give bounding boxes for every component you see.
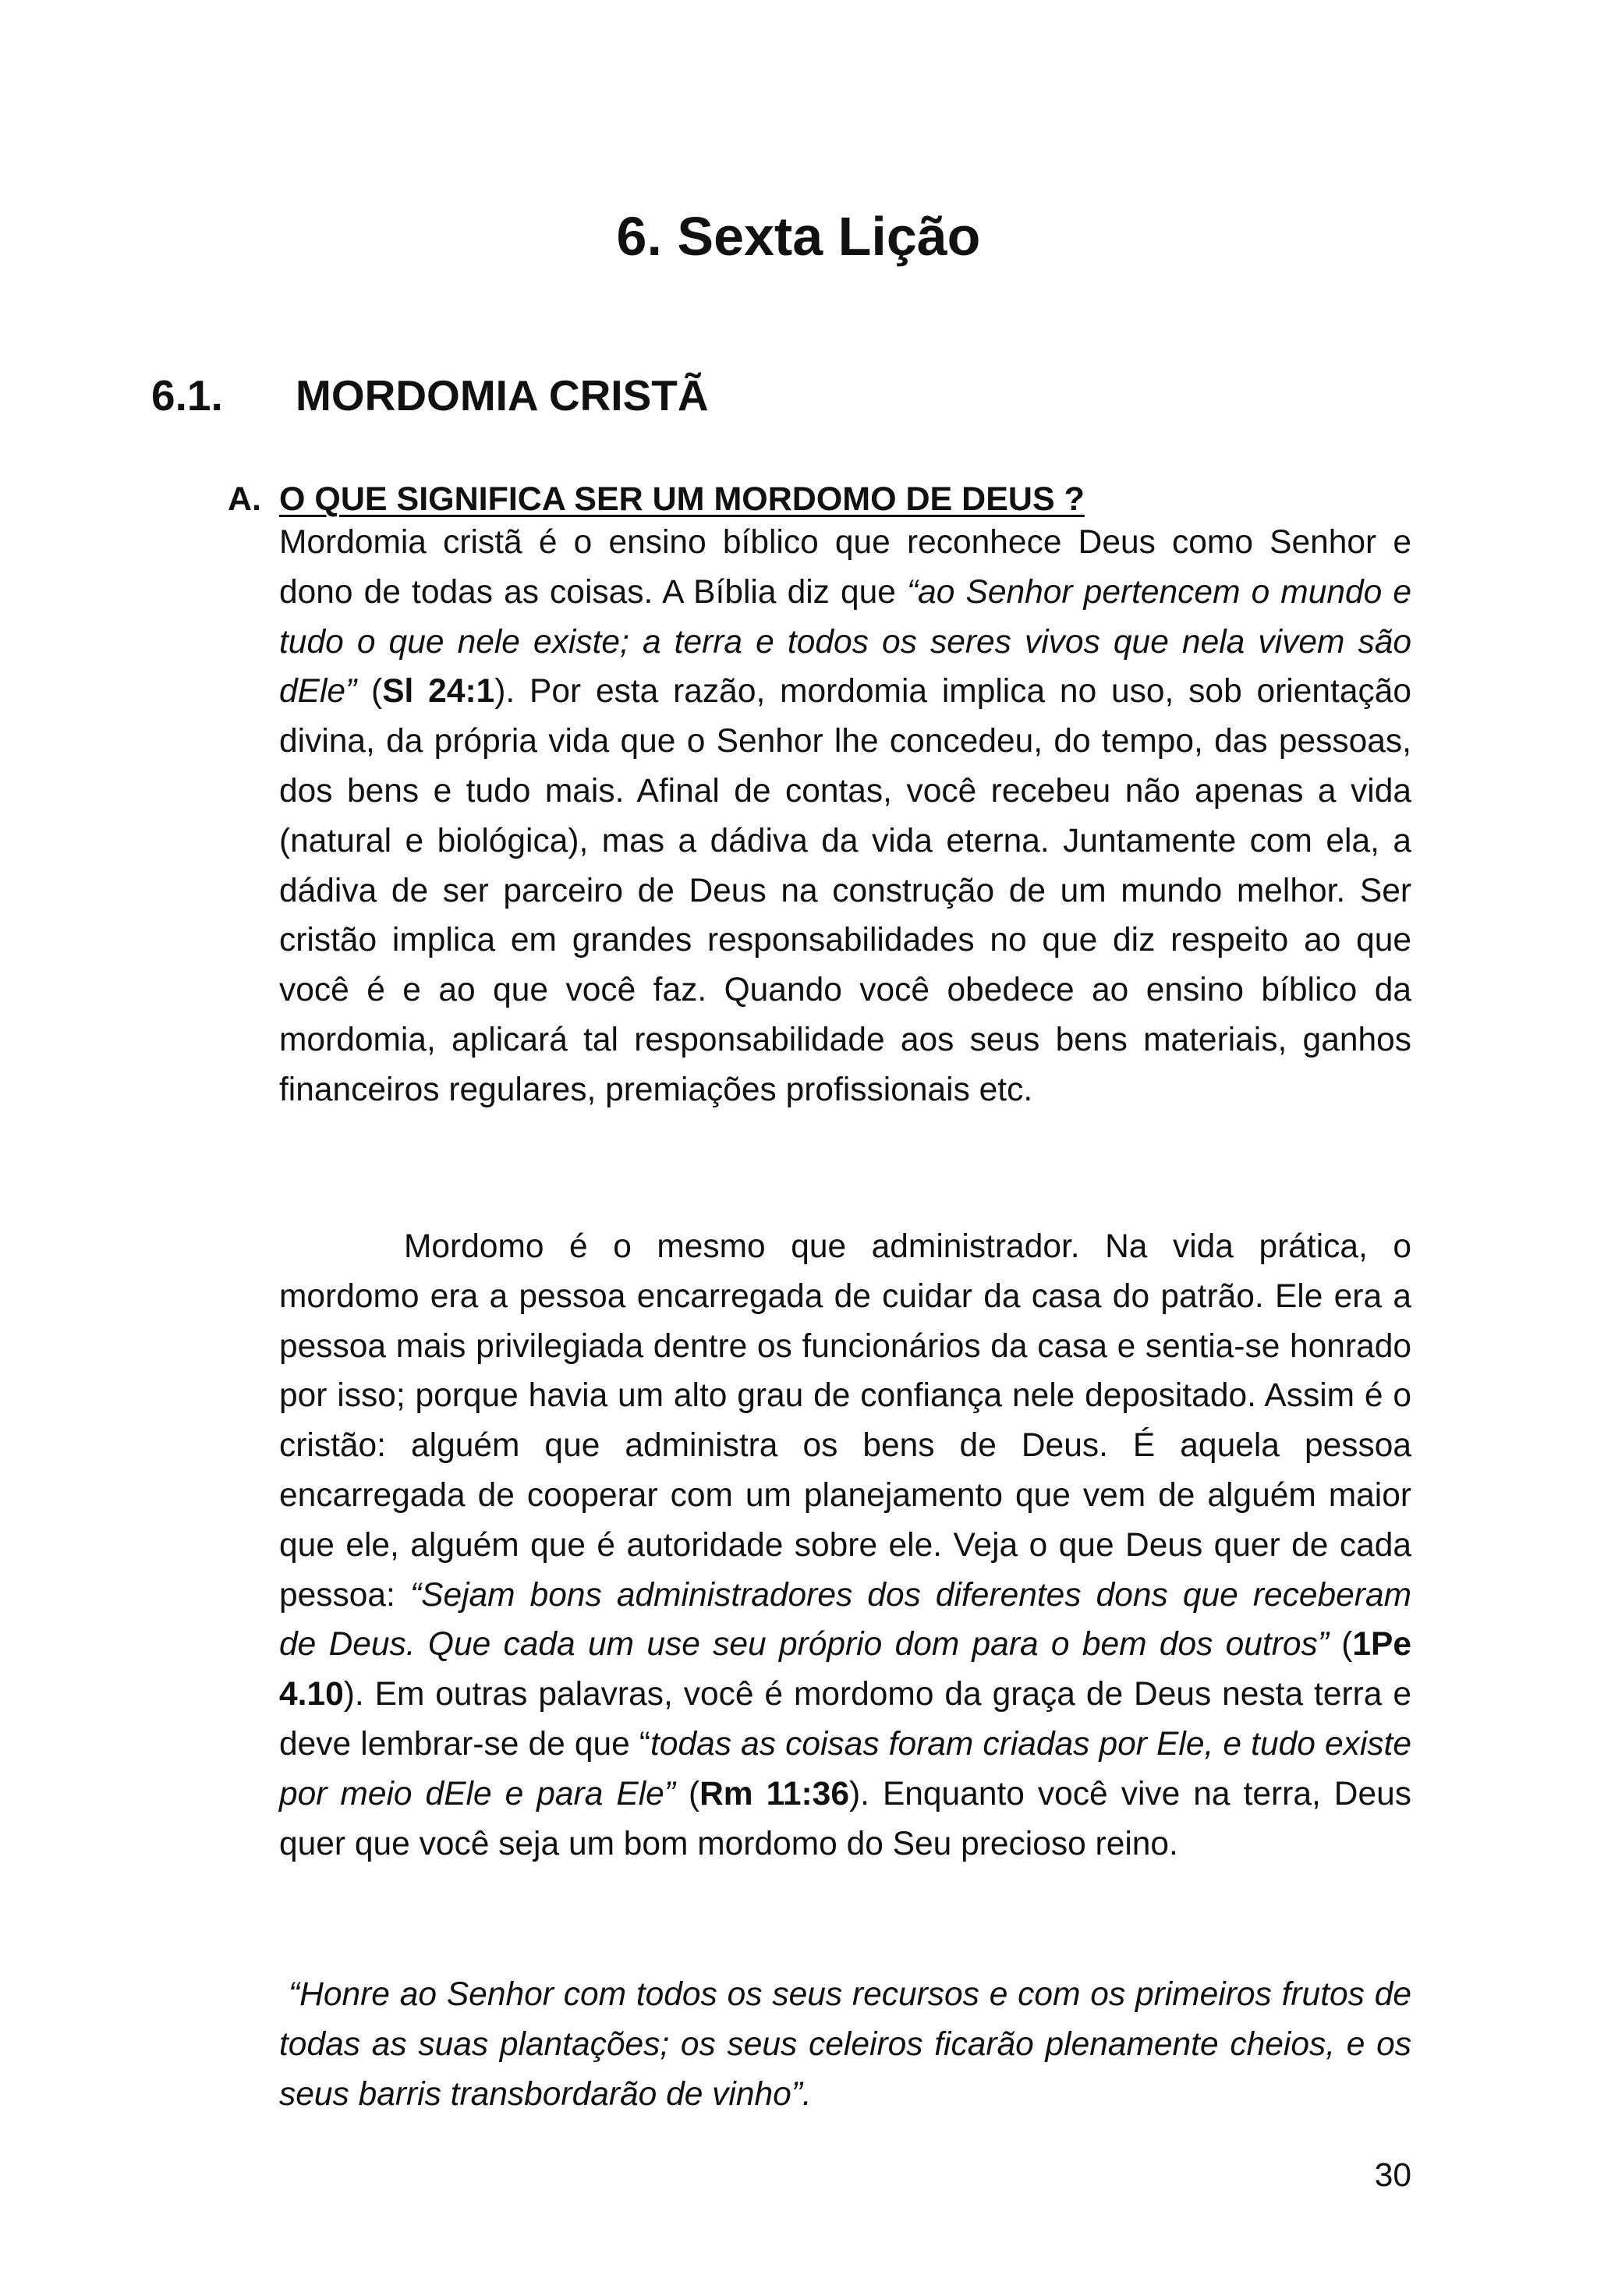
peter-reference: 1Pe 4.10 — [279, 1626, 1411, 1713]
paragraph1-text-b: ( — [356, 673, 383, 710]
section-heading — [151, 368, 709, 423]
paragraph2-text-b: ( — [1328, 1626, 1353, 1664]
romans-reference: Rm 11:36 — [699, 1775, 849, 1812]
paragraph2-text-c: ). Em outras palavras, você é mordomo da graça de Deus nesta terra e deve lembrar-se de que “ — [279, 1676, 1411, 1763]
subsection-heading — [228, 477, 1085, 521]
paragraph2-text-e: ). Enquanto você vive na terra, Deus quer que você seja um bom mordomo do Seu precioso reino. — [279, 1775, 1411, 1862]
page-number: 30 — [1374, 2157, 1411, 2194]
subsection-title: O QUE SIGNIFICA SER UM MORDOMO DE DEUS ? — [279, 480, 1085, 518]
psalm-reference: Sl 24:1 — [382, 673, 495, 710]
paragraph2-text-a: Mordomo é o mesmo que administrador. Na vida prática, o mordomo era a pessoa encarregada de cuidar da casa do patrão. Ele era a pessoa mais privilegiada dentre os funcionários da casa e sentia-se honrado por isso; porque havia um alto grau de confiança nele depositado. Assim é o cristão: alguém que administra os bens de Deus. É aquela pessoa encarregada de cooperar com um planejamento que vem de alguém maior que ele, alguém que é autoridade sobre ele. Veja o que Deus quer de cada pessoa: — [279, 1228, 1411, 1614]
paragraph1-text-c: ). Por esta razão, mordomia implica no uso, sob orientação divina, da própria vida que o Senhor lhe concedeu, do tempo, das pessoas, dos bens e tudo mais. Afinal de contas, você recebeu não apenas a vida (natural e biológica), mas a dádiva da vida eterna. Juntamente com ela, a dádiva de ser parceiro de Deus na construção de um mundo melhor. Ser cristão implica em grandes responsabilidades no que diz respeito ao que você é e ao que você faz. Quando você obedece ao ensino bíblico da mordomia, aplicará tal responsabilidade aos seus bens materiais, ganhos financeiros regulares, premiações profissionais etc. — [279, 673, 1411, 1108]
peter-quote: “Sejam bons administradores dos diferentes dons que receberam de Deus. Que cada um use seu próprio dom para o bem dos outros” — [279, 1576, 1411, 1664]
paragraph-proverbs-quote — [279, 1970, 1411, 2119]
paragraph2-text-d: ( — [675, 1775, 700, 1812]
chapter-title: 6. Sexta Lição — [616, 206, 981, 267]
romans-quote: todas as coisas foram criadas por Ele, e tudo existe por meio dEle e para Ele” — [279, 1725, 1411, 1812]
section-number: 6.1. — [151, 371, 223, 420]
paragraph1-text-a: Mordomia cristã é o ensino bíblico que reconhece Deus como Senhor e dono de todas as coisas. A Bíblia diz que — [279, 524, 1411, 611]
psalm-quote: “ao Senhor pertencem o mundo e tudo o que nele existe; a terra e todos os seres vivos que nela vivem são dEle” — [279, 573, 1411, 710]
proverbs-quote: “Honre ao Senhor com todos os seus recursos e com os primeiros frutos de todas as suas plantações; os seus celeiros ficarão plenamente cheios, e os seus barris transbordarão de vinho”. — [279, 1976, 1411, 2113]
section-title: MORDOMIA CRISTÃ — [296, 371, 709, 420]
paragraph-mordomo-administrador — [279, 1222, 1411, 1869]
paragraph-mordomia-definition — [279, 518, 1411, 1115]
subsection-letter: A. — [228, 480, 261, 518]
